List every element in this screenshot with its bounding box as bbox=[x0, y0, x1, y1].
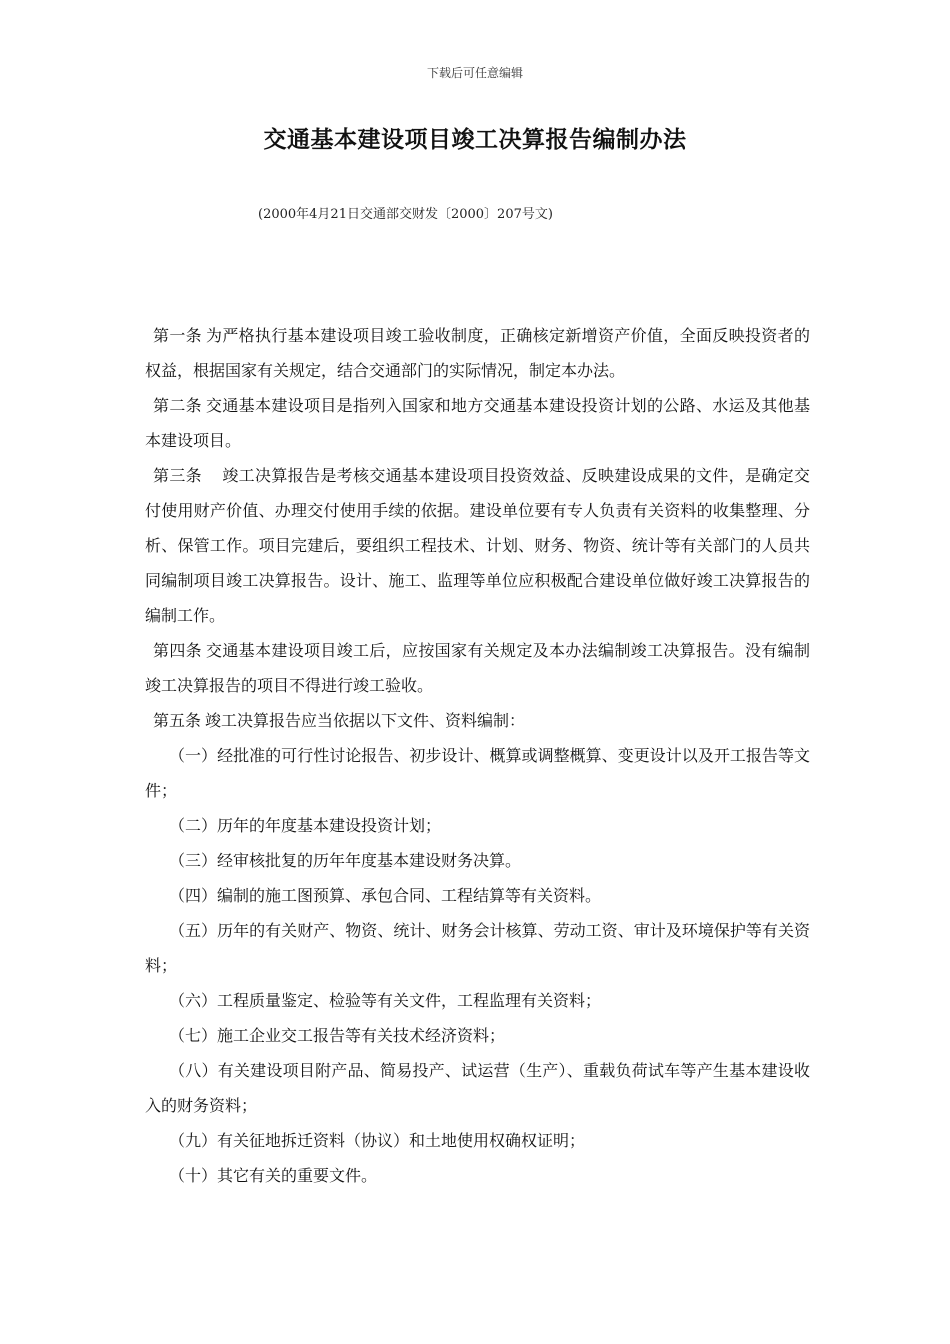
list-item: （七）施工企业交工报告等有关技术经济资料； bbox=[169, 1026, 506, 1045]
list-item: （五）历年的有关财产、物资、统计、财务会计核算、劳动工资、审计及环境保护等有关资料； bbox=[145, 921, 810, 975]
page-header: 下载后可任意编辑 bbox=[426, 66, 523, 80]
article-5 bbox=[145, 703, 810, 738]
article-3 bbox=[145, 458, 810, 633]
article-text: 交通基本建设项目是指列入国家和地方交通基本建设投资计划的公路、水运及其他基本建设项目。 bbox=[145, 396, 810, 450]
list-item: （三）经审核批复的历年年度基本建设财务决算。 bbox=[169, 851, 522, 870]
article-text: 竣工决算报告是考核交通基本建设项目投资效益、反映建设成果的文件，是确定交付使用财产价值、办理交付使用手续的依据。建设单位要有专人负责有关资料的收集整理、分析、保管工作。项目完建后，要组织工程技术、计划、财务、物资、统计等有关部门的人员共同编制项目竣工决算报告。设计、施工、监理等单位应积极配合建设单位做好竣工决算报告的编制工作。 bbox=[145, 466, 810, 625]
article-label: 第五条 bbox=[153, 711, 202, 730]
article-label: 第二条 bbox=[153, 396, 202, 415]
article-label: 第一条 bbox=[153, 326, 202, 345]
list-item: （八）有关建设项目附产品、简易投产、试运营（生产）、重载负荷试车等产生基本建设收入的财务资料； bbox=[145, 1061, 810, 1115]
list-item: （四）编制的施工图预算、承包合同、工程结算等有关资料。 bbox=[169, 886, 602, 905]
article-text: 竣工决算报告应当依据以下文件、资料编制： bbox=[205, 711, 526, 730]
list-item: （十）其它有关的重要文件。 bbox=[169, 1166, 378, 1185]
document-title: 交通基本建设项目竣工决算报告编制办法 bbox=[263, 127, 687, 153]
list-item: （六）工程质量鉴定、检验等有关文件，工程监理有关资料； bbox=[169, 991, 602, 1010]
article-label: 第四条 bbox=[153, 641, 202, 660]
document-body bbox=[145, 318, 810, 1193]
article-text: 交通基本建设项目竣工后，应按国家有关规定及本办法编制竣工决算报告。没有编制竣工决算报告的项目不得进行竣工验收。 bbox=[145, 641, 810, 695]
list-item: （二）历年的年度基本建设投资计划； bbox=[169, 816, 442, 835]
article-label: 第三条 bbox=[153, 466, 202, 485]
document-subtitle: (2000年4月21日交通部交财发〔2000〕207号文) bbox=[258, 207, 553, 222]
article-4 bbox=[145, 633, 810, 703]
list-item: （九）有关征地拆迁资料（协议）和土地使用权确权证明； bbox=[169, 1131, 586, 1150]
list-item: （一）经批准的可行性讨论报告、初步设计、概算或调整概算、变更设计以及开工报告等文件； bbox=[145, 746, 810, 800]
article-text: 为严格执行基本建设项目竣工验收制度，正确核定新增资产价值，全面反映投资者的权益，根据国家有关规定，结合交通部门的实际情况，制定本办法。 bbox=[145, 326, 810, 380]
article-2 bbox=[145, 388, 810, 458]
article-1 bbox=[145, 318, 810, 388]
